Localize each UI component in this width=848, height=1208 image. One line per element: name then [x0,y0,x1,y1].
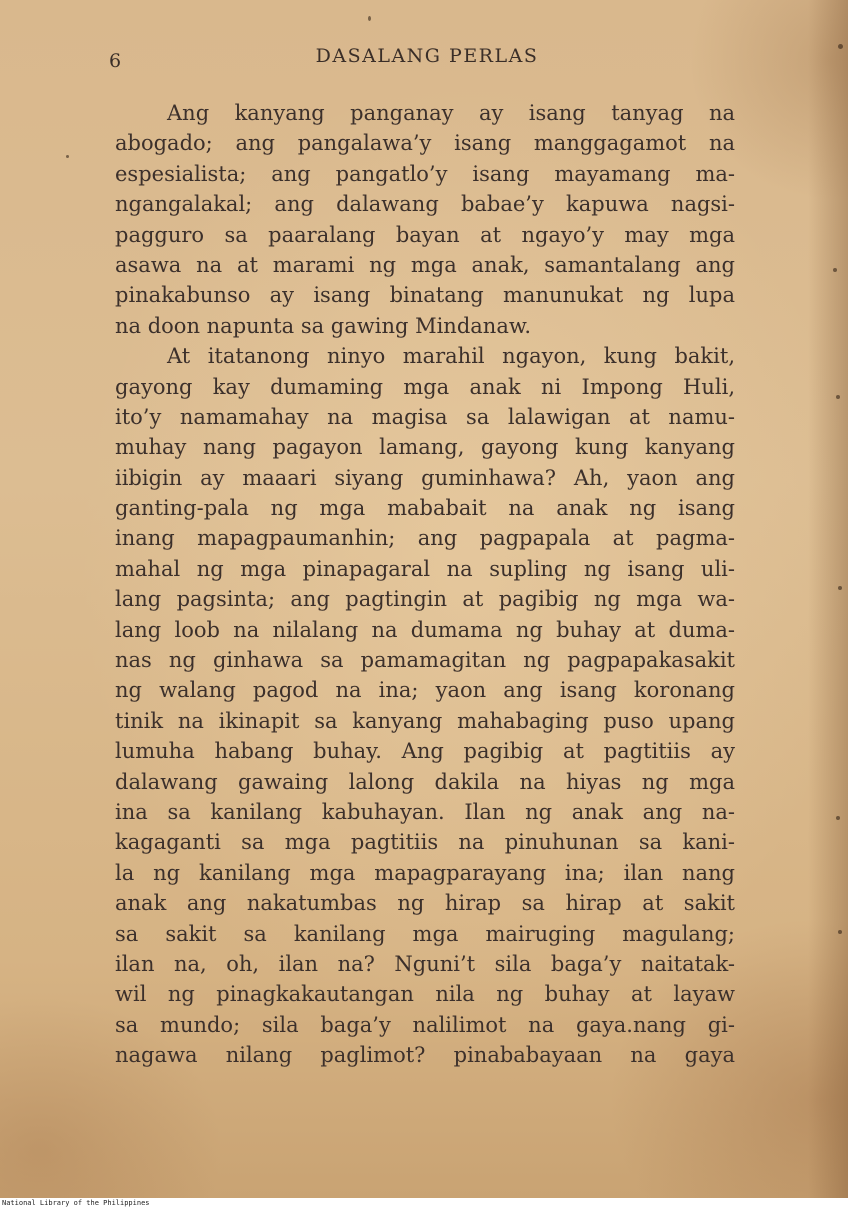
ink-speck [368,16,371,21]
text-line: anak ang nakatumbas ng hirap sa hirap at sakit [115,891,735,916]
text-line: lumuha habang buhay. Ang pagibig at pagtitiis ay [115,739,735,764]
text-line: la ng kanilang mga mapagparayang ina; ilan nang [115,860,735,885]
page-edge-shadow [808,0,848,1198]
text-line: sa sakit sa kanilang mga mairuging magulang; [115,921,735,946]
text-line: espesialista; ang pangatlo’y isang mayamang ma- [115,161,735,186]
text-line: lang pagsinta; ang pagtingin at pagibig ng mga wa- [115,587,735,612]
text-line: abogado; ang pangalawa’y isang manggagamot na [115,131,735,156]
text-line: lang loob na nilalang na dumama ng buhay at duma- [115,617,735,642]
text-line: wil ng pinagkakautangan nila ng buhay at layaw [115,982,735,1007]
text-line: ina sa kanilang kabuhayan. Ilan ng anak ang na- [115,799,735,824]
text-line: na doon napunta sa gawing Mindanaw. [115,313,532,338]
text-line: dalawang gawaing lalong dakila na hiyas ng mga [115,769,735,794]
text-line: asawa na at marami ng mga anak, samantalang ang [115,252,735,277]
text-line: ilan na, oh, ilan na? Nguni’t sila baga’y naitatak- [115,951,735,976]
text-line: sa mundo; sila baga’y nalilimot na gaya.nang gi- [115,1012,735,1037]
body-text [115,98,735,1071]
page-number: 6 [109,50,122,72]
text-line: nas ng ginhawa sa pamamagitan ng pagpapakasakit [115,648,735,673]
text-line: Ang kanyang panganay ay isang tanyag na [167,101,735,125]
text-line: iibigin ay maaari siyang guminhawa? Ah, yaon ang [115,465,735,490]
text-line: muhay nang pagayon lamang, gayong kung kanyang [115,435,735,460]
text-line: ngangalakal; ang dalawang babae’y kapuwa nagsi- [115,192,735,217]
text-line: pinakabunso ay isang binatang manunukat ng lupa [115,283,735,308]
ink-speck [836,395,840,399]
ink-speck [833,268,837,272]
text-line: ito’y namamahay na magisa sa lalawigan at namu- [115,404,735,429]
ink-speck [66,155,69,158]
library-credit: National Library of the Philippines [2,1199,150,1207]
text-line: At itatanong ninyo marahil ngayon, kung bakit, [167,344,735,369]
ink-speck [838,586,842,590]
text-line: mahal ng mga pinapagaral na supling ng isang uli- [115,556,735,581]
text-line: ganting-pala ng mga mababait na anak ng isang [115,496,735,521]
text-line: pagguro sa paaralang bayan at ngayo’y may mga [115,222,735,247]
ink-speck [836,816,840,820]
text-line: kagaganti sa mga pagtitiis na pinuhunan sa kani- [115,830,735,855]
text-line: gayong kay dumaming mga anak ni Impong Huli, [115,374,735,399]
running-head: DASALANG PERLAS [315,45,539,67]
text-line: inang mapagpaumanhin; ang pagpapala at pagma- [115,526,735,551]
ink-speck [838,930,842,934]
text-line: ng walang pagod na ina; yaon ang isang koronang [115,678,735,703]
text-line: nagawa nilang paglimot? pinababayaan na gaya [115,1043,735,1068]
text-line: tinik na ikinapit sa kanyang mahabaging puso upang [115,708,735,733]
